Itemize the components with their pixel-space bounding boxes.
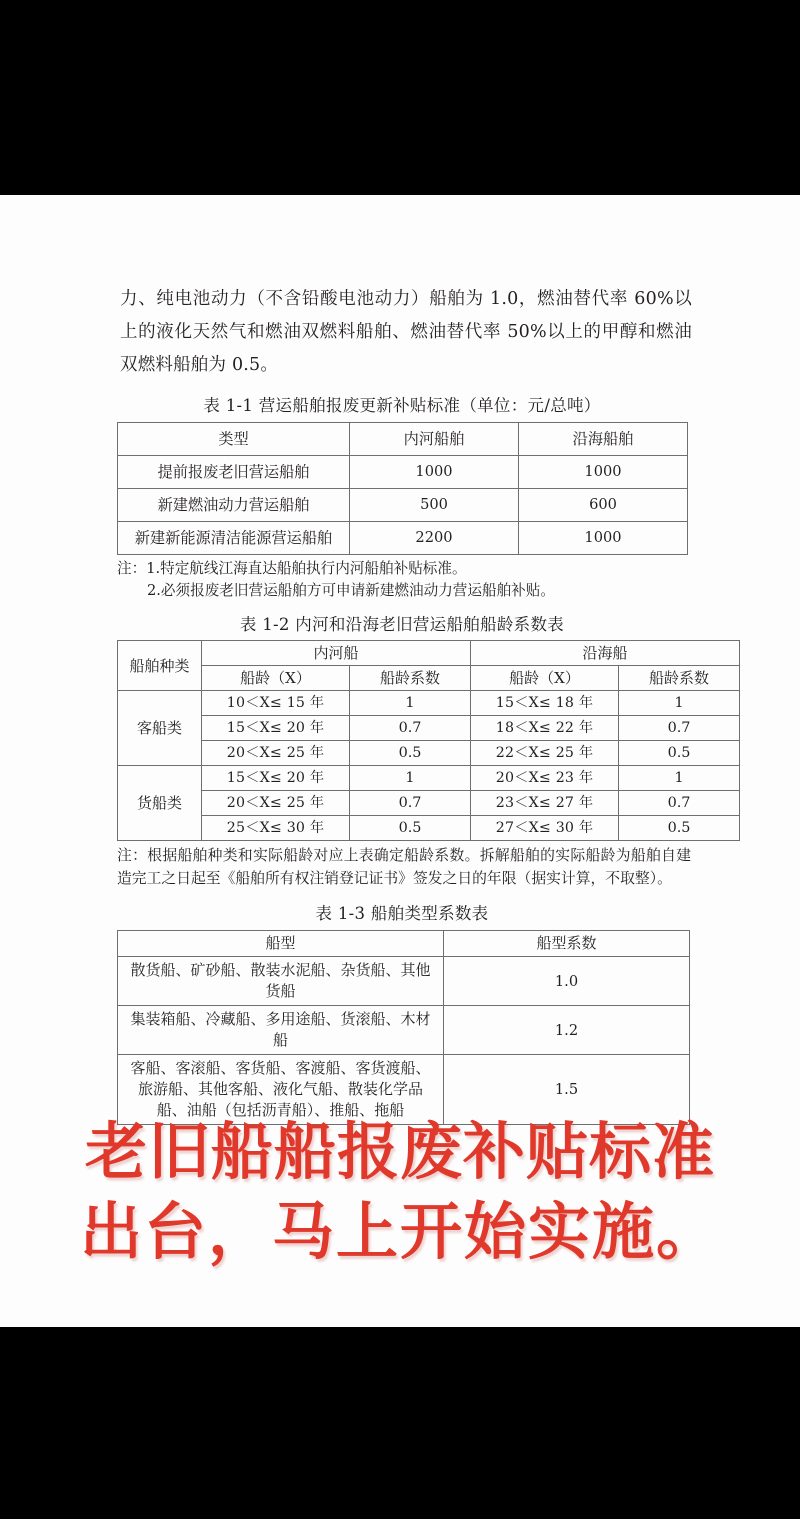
table-1-2-sub-coef-inland: 船龄系数 (350, 666, 471, 691)
table-1-1-row0-coastal: 1000 (519, 456, 688, 489)
table-row (118, 489, 688, 522)
table-row (118, 931, 690, 957)
cell: 23＜X≤ 27 年 (471, 791, 619, 816)
cell: 22＜X≤ 25 年 (471, 741, 619, 766)
headline-line-2: 出台，马上开始实施。 (79, 1195, 720, 1268)
table-1-1-header-coastal: 沿海船舶 (519, 423, 688, 456)
cell: 0.7 (619, 716, 740, 741)
cell: 20＜X≤ 25 年 (202, 741, 350, 766)
cell: 0.7 (350, 791, 471, 816)
table-1-2-group-inland: 内河船 (202, 641, 471, 666)
table-1-1-row2-inland: 2200 (350, 522, 519, 555)
table-1-2-sub-age-inland: 船龄（X） (202, 666, 350, 691)
table-row (118, 791, 740, 816)
table-1-3-caption: 表 1-3 船舶类型系数表 (315, 904, 489, 923)
cell: 15＜X≤ 20 年 (202, 716, 350, 741)
table-row (118, 1006, 690, 1055)
cell: 1 (350, 766, 471, 791)
cell: 0.7 (350, 716, 471, 741)
table-1-1-note-2: 2.必须报废老旧营运船舶方可申请新建燃油动力营运船舶补贴。 (147, 582, 555, 599)
table-1-1-row2-coastal: 1000 (519, 522, 688, 555)
headline-line-1: 老旧船船报废补贴标准 (84, 1115, 715, 1188)
table-row (118, 522, 688, 555)
table-1-3-row2-desc: 客船、客滚船、客货船、客渡船、客货渡船、旅游船、其他客船、液化气船、散装化学品船、油船（包括沥青船）、推船、拖船 (118, 1055, 444, 1125)
cell: 0.5 (619, 741, 740, 766)
table-1-1-row2-type: 新建新能源清洁能源营运船舶 (118, 522, 350, 555)
bottom-letterbox (0, 1327, 800, 1519)
table-row (118, 666, 740, 691)
table-1-3-row0-desc: 散货船、矿砂船、散装水泥船、杂货船、其他货船 (118, 957, 444, 1006)
table-1-3 (117, 930, 690, 1125)
table-row (118, 423, 688, 456)
cell: 1 (619, 691, 740, 716)
cell: 0.5 (350, 741, 471, 766)
cell: 0.5 (619, 816, 740, 841)
table-1-1-row0-inland: 1000 (350, 456, 519, 489)
table-1-2-group-passenger: 客船类 (118, 691, 202, 766)
document-body (117, 195, 710, 1125)
table-1-1-header-type: 类型 (118, 423, 350, 456)
table-1-3-header-coefficient: 船型系数 (444, 931, 690, 957)
cell: 20＜X≤ 23 年 (471, 766, 619, 791)
table-1-2 (117, 640, 740, 841)
cell: 1 (619, 766, 740, 791)
cell: 0.7 (619, 791, 740, 816)
cell: 25＜X≤ 30 年 (202, 816, 350, 841)
table-1-3-row1-desc: 集装箱船、冷藏船、多用途船、货滚船、木材船 (118, 1006, 444, 1055)
table-row (118, 691, 740, 716)
table-1-2-sub-age-coastal: 船龄（X） (471, 666, 619, 691)
table-1-2-group-cargo: 货船类 (118, 766, 202, 841)
cell: 15＜X≤ 18 年 (471, 691, 619, 716)
table-1-1-row1-coastal: 600 (519, 489, 688, 522)
table-1-1-notes (117, 558, 689, 602)
table-row (118, 766, 740, 791)
top-letterbox (0, 0, 800, 195)
table-1-3-header-shiptype: 船型 (118, 931, 444, 957)
table-row (118, 716, 740, 741)
table-row (118, 741, 740, 766)
cell: 0.5 (350, 816, 471, 841)
table-row (118, 816, 740, 841)
table-1-1-row1-inland: 500 (350, 489, 519, 522)
table-1-3-row1-value: 1.2 (444, 1006, 690, 1055)
table-row (118, 641, 740, 666)
cell: 1 (350, 691, 471, 716)
table-1-2-caption: 表 1-2 内河和沿海老旧营运船舶船龄系数表 (239, 615, 565, 634)
cell: 18＜X≤ 22 年 (471, 716, 619, 741)
table-1-3-row2-value: 1.5 (444, 1055, 690, 1125)
table-1-1-caption: 表 1-1 营运船舶报废更新补贴标准（单位：元/总吨） (203, 396, 601, 415)
table-1-1 (117, 422, 688, 555)
cell: 15＜X≤ 20 年 (202, 766, 350, 791)
table-1-1-note-1: 注：1.特定航线江海直达船舶执行内河船舶补贴标准。 (117, 560, 467, 577)
table-1-1-row0-type: 提前报废老旧营运船舶 (118, 456, 350, 489)
intro-paragraph: 力、纯电池动力（不含铅酸电池动力）船舶为 1.0，燃油替代率 60%以上的液化天然气和燃油双燃料船舶、燃油替代率 50%以上的甲醇和燃油双燃料船舶为 0.5。 (120, 289, 692, 375)
table-1-2-note: 注：根据船舶种类和实际船龄对应上表确定船龄系数。拆解船舶的实际船龄为船舶自建造完工之日起至《船舶所有权注销登记证书》签发之日的年限（据实计算，不取整）。 (117, 847, 691, 887)
table-1-1-header-inland: 内河船舶 (350, 423, 519, 456)
table-row (118, 456, 688, 489)
cell: 27＜X≤ 30 年 (471, 816, 619, 841)
document-page (0, 195, 800, 1327)
table-row (118, 957, 690, 1006)
table-1-3-row0-value: 1.0 (444, 957, 690, 1006)
cell: 20＜X≤ 25 年 (202, 791, 350, 816)
table-1-2-group-coastal: 沿海船 (471, 641, 740, 666)
headline-overlay (0, 1112, 800, 1272)
table-1-2-corner-header: 船舶种类 (118, 641, 202, 691)
table-1-2-sub-coef-coastal: 船龄系数 (619, 666, 740, 691)
cell: 10＜X≤ 15 年 (202, 691, 350, 716)
table-1-1-row1-type: 新建燃油动力营运船舶 (118, 489, 350, 522)
